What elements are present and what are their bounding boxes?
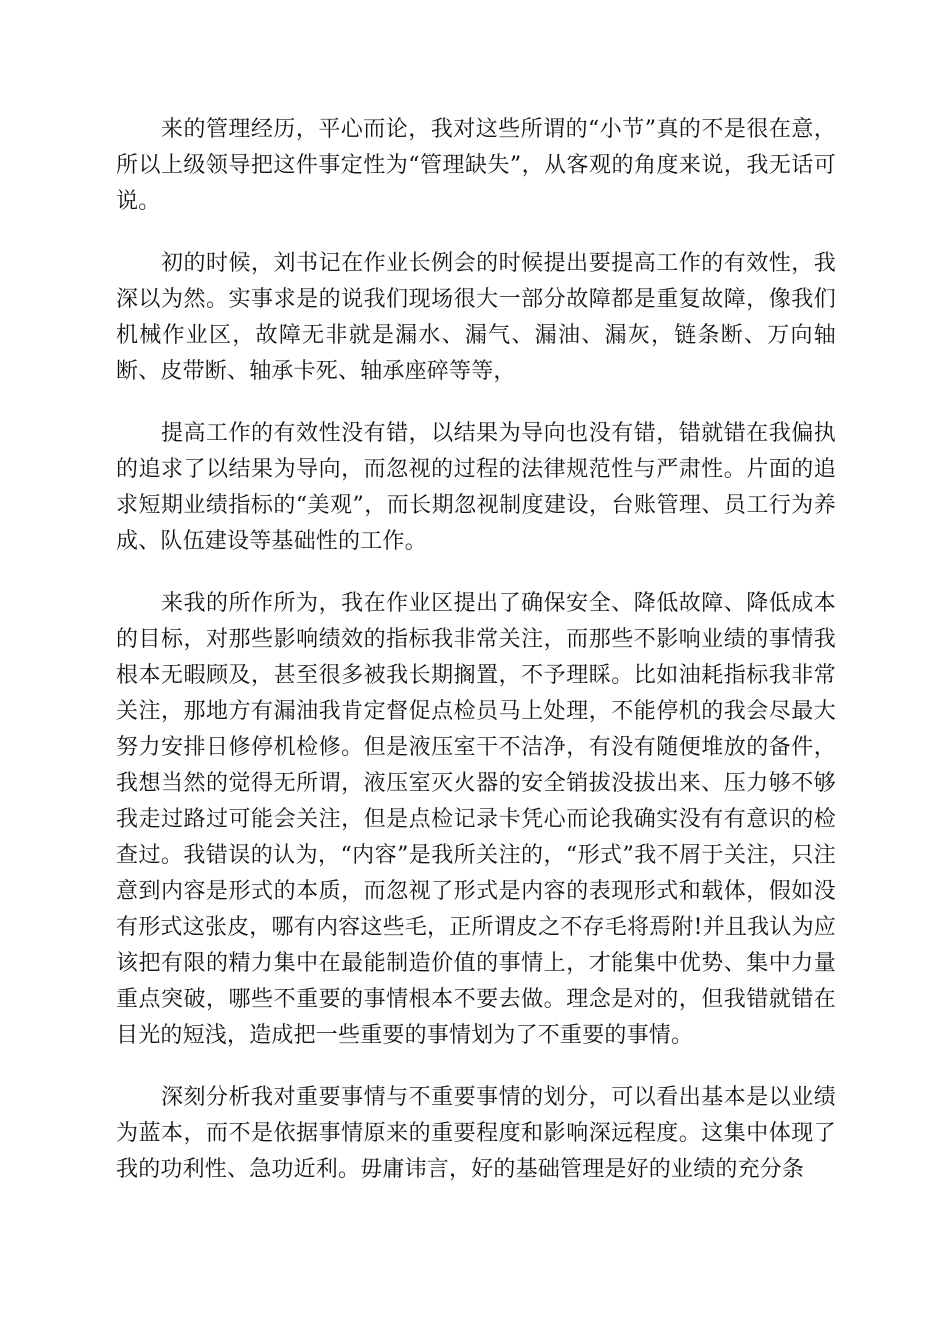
paragraph-4: 来我的所作所为，我在作业区提出了确保安全、降低故障、降低成本的目标，对那些影响绩效的指标我非常关注，而那些不影响业绩的事情我根本无暇顾及，甚至很多被我长期搁置，不予理睬。比如油耗指标我非常关注，那地方有漏油我肯定督促点检员马上处理，不能停机的我会尽最大努力安排日修停机检修。但是液压室干不洁净，有没有随便堆放的备件，我想当然的觉得无所谓，液压室灭火器的安全销拔没拔出来、压力够不够我走过路过可能会关注，但是点检记录卡凭心而论我确实没有有意识的检查过。我错误的认为，“内容”是我所关注的，“形式”我不屑于关注，只注意到内容是形式的本质，而忽视了形式是内容的表现形式和载体，假如没有形式这张皮，哪有内容这些毛，正所谓皮之不存毛将焉附!并且我认为应该把有限的精力集中在最能制造价值的事情上，才能集中优势、集中力量重点突破，哪些不重要的事情根本不要去做。理念是对的，但我错就错在目光的短浅，造成把一些重要的事情划为了不重要的事情。	[116, 591, 836, 1048]
paragraph-3: 提高工作的有效性没有错，以结果为导向也没有错，错就错在我偏执的追求了以结果为导向，而忽视的过程的法律规范性与严肃性。片面的追求短期业绩指标的“美观”，而长期忽视制度建设，台账管理、员工行为养成、队伍建设等基础性的工作。	[116, 421, 836, 554]
paragraph-1: 来的管理经历，平心而论，我对这些所谓的“小节”真的不是很在意，所以上级领导把这件事定性为“管理缺失”，从客观的角度来说，我无话可说。	[116, 117, 836, 214]
paragraph-5: 深刻分析我对重要事情与不重要事情的划分，可以看出基本是以业绩为蓝本，而不是依据事情原来的重要程度和影响深远程度。这集中体现了我的功利性、急功近利。毋庸讳言，好的基础管理是好的业绩的充分条	[116, 1085, 836, 1182]
document-body	[116, 112, 836, 1188]
paragraph-2: 初的时候，刘书记在作业长例会的时候提出要提高工作的有效性，我深以为然。实事求是的说我们现场很大一部分故障都是重复故障，像我们机械作业区，故障无非就是漏水、漏气、漏油、漏灰，链条断、万向轴断、皮带断、轴承卡死、轴承座碎等等，	[116, 251, 836, 384]
